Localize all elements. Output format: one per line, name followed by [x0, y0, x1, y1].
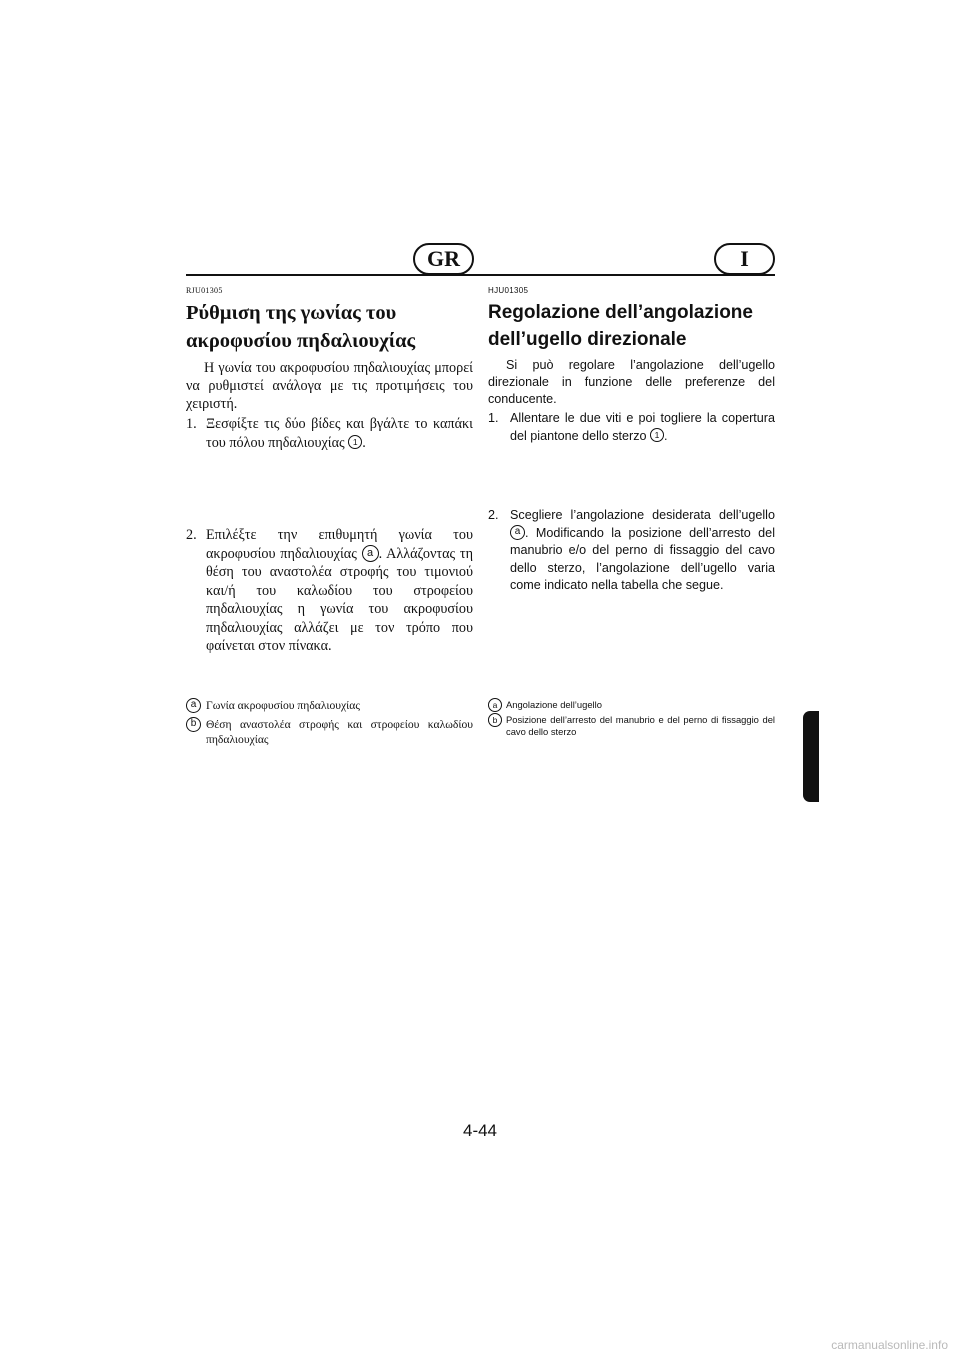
greek-step-1-text [206, 415, 473, 452]
italian-legend-item-a [488, 699, 775, 713]
greek-title-line1: Ρύθμιση της γωνίας του [186, 302, 397, 324]
greek-section-title [186, 299, 473, 355]
italian-step-1-ref-circle: 1 [650, 428, 664, 442]
italian-step-1 [488, 410, 775, 445]
italian-section-title [488, 299, 775, 353]
greek-legend-key-b: b [186, 717, 201, 732]
italian-legend-text-b: Posizione dell’arresto del manubrio e del perno di fissaggio del cavo dello sterzo [506, 714, 775, 737]
header-rule [186, 274, 775, 276]
italian-step-2-body-a: Scegliere l’angolazione desiderata dell’ugello [510, 508, 775, 522]
greek-section-code: RJU01305 [186, 286, 223, 295]
language-badge-gr-label: GR [427, 246, 460, 271]
language-badge-i-label: I [740, 246, 749, 271]
italian-step-1-body: Allentare le due viti e poi togliere la copertura del piantone dello sterzo [510, 411, 775, 443]
italian-legend [488, 699, 775, 738]
greek-step-2-text [206, 526, 473, 656]
greek-legend-key-a: a [186, 698, 201, 713]
italian-legend-item-b [488, 714, 775, 738]
greek-step-1-end: . [362, 434, 366, 451]
italian-step-2-number: 2. [488, 508, 499, 522]
italian-title-line1: Regolazione dell’angolazione [488, 302, 753, 323]
italian-step-1-number: 1. [488, 411, 499, 425]
italian-legend-key-a: a [488, 698, 502, 712]
greek-step-2 [186, 526, 473, 656]
greek-column [186, 286, 473, 656]
greek-legend [186, 698, 473, 747]
greek-step-1 [186, 415, 473, 452]
italian-intro-paragraph: Si può regolare l’angolazione dell’ugello direzionale in funzione delle preferenze del conducente. [488, 358, 775, 406]
greek-title-line2: ακροφυσίου πηδαλιουχίας [186, 330, 416, 352]
chapter-tab-marker [803, 711, 818, 802]
greek-step-2-body-a: Επιλέξτε την επιθυμητή γωνία του ακροφυσίου πηδαλιουχίας [206, 527, 473, 562]
italian-column [488, 286, 775, 595]
watermark: carmanualsonline.info [831, 1338, 948, 1352]
italian-step-2 [488, 507, 775, 595]
page-number: 4-44 [462, 1121, 498, 1140]
greek-step-2-body-b: . Αλλάζοντας τη θέση του αναστολέα στροφής του τιμονιού και/ή του καλωδίου του στροφείου πηδαλιουχίας η γωνία του ακροφυσίου πηδαλιουχίας αλλάζει με τον τρόπο που φαίνεται στον πίνακα. [206, 545, 473, 654]
italian-legend-key-b: b [488, 713, 502, 727]
italian-step-1-end: . [664, 428, 668, 443]
language-badge-gr [413, 243, 474, 275]
greek-legend-text-b: Θέση αναστολέα στροφής και στροφείου καλωδίου πηδαλιουχίας [206, 717, 473, 746]
language-badge-i [714, 243, 775, 275]
greek-step-1-ref-circle: 1 [348, 435, 362, 449]
greek-step-1-number: 1. [186, 416, 197, 432]
italian-step-2-text [510, 507, 775, 595]
italian-legend-text-a: Angolazione dell’ugello [506, 699, 602, 710]
greek-legend-item-b [186, 717, 473, 747]
italian-step-2-ref-circle: a [510, 525, 525, 540]
italian-step-2-body-b: . Modificando la posizione dell’arresto del manubrio e/o del perno di fissaggio del cavo dello sterzo, l’angolazione dell’ugello varia come indicato nella tabella che segue. [510, 525, 775, 592]
greek-step-2-number: 2. [186, 527, 197, 543]
greek-legend-item-a [186, 698, 473, 714]
italian-section-code: HJU01305 [488, 286, 529, 295]
greek-step-2-ref-circle: a [362, 545, 379, 562]
italian-step-1-text [510, 410, 775, 445]
greek-step-1-body: Ξεσφίξτε τις δύο βίδες και βγάλτε το καπάκι του πόλου πηδαλιουχίας [206, 416, 473, 451]
italian-title-line2: dell’ugello direzionale [488, 329, 687, 350]
greek-intro-paragraph: Η γωνία του ακροφυσίου πηδαλιουχίας μπορεί να ρυθμιστεί ανάλογα με τις προτιμήσεις του χειριστή. [186, 360, 473, 412]
greek-legend-text-a: Γωνία ακροφυσίου πηδαλιουχίας [206, 699, 360, 712]
